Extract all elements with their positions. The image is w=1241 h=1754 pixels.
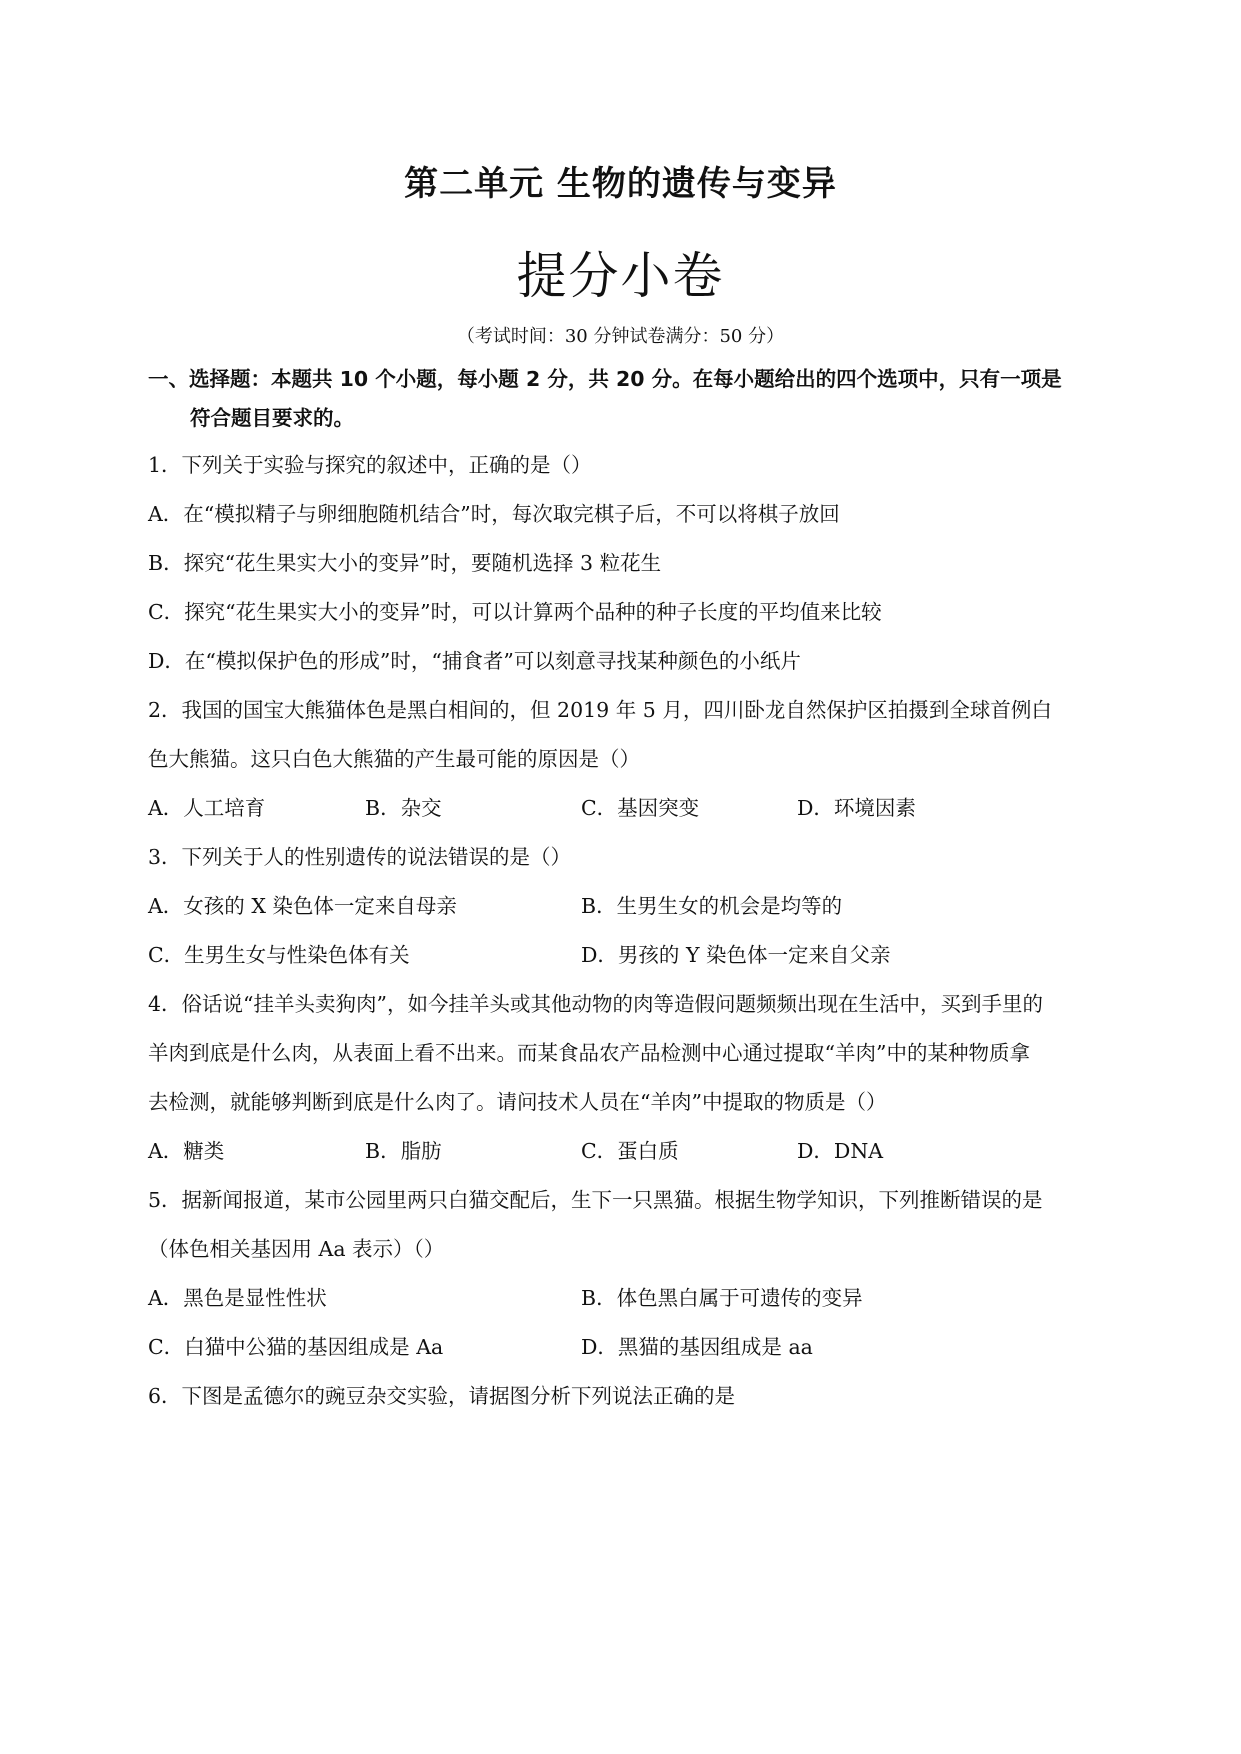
q4-stem-line2: 羊肉到底是什么肉，从表面上看不出来。而某食品农产品检测中心通过提取“羊肉”中的某种物质拿 xyxy=(148,1041,1030,1065)
q3-stem: 3．下列关于人的性别遗传的说法错误的是（） xyxy=(148,845,572,869)
section-heading-line2: 符合题目要求的。 xyxy=(190,406,354,430)
q5-option-a: A．黑色是显性性状 xyxy=(148,1286,327,1310)
q2-option-b: B．杂交 xyxy=(365,796,442,820)
q1-option-d: D．在“模拟保护色的形成”时，“捕食者”可以刻意寻找某种颜色的小纸片 xyxy=(148,649,801,673)
q5-option-b: B．体色黑白属于可遗传的变异 xyxy=(581,1286,863,1310)
q3-option-b: B．生男生女的机会是均等的 xyxy=(581,894,843,918)
q4-stem-line1: 4．俗话说“挂羊头卖狗肉”，如今挂羊头或其他动物的肉等造假问题频频出现在生活中，买到手里的 xyxy=(148,992,1044,1016)
q1-option-a: A．在“模拟精子与卵细胞随机结合”时，每次取完棋子后，不可以将棋子放回 xyxy=(148,502,840,526)
q4-option-d: D．DNA xyxy=(797,1139,884,1163)
section-heading-line1: 一、选择题：本题共 10 个小题，每小题 2 分，共 20 分。在每小题给出的四个选项中，只有一项是 xyxy=(148,367,1062,391)
q4-stem-line3: 去检测，就能够判断到底是什么肉了。请问技术人员在“羊肉”中提取的物质是（） xyxy=(148,1090,887,1114)
q1-option-c: C．探究“花生果实大小的变异”时，可以计算两个品种的种子长度的平均值来比较 xyxy=(148,600,882,624)
q5-stem-line2: （体色相关基因用 Aa 表示）（） xyxy=(148,1237,445,1261)
q5-option-d: D．黑猫的基因组成是 aa xyxy=(581,1335,813,1359)
q3-option-c: C．生男生女与性染色体有关 xyxy=(148,943,410,967)
q1-option-b: B．探究“花生果实大小的变异”时，要随机选择 3 粒花生 xyxy=(148,551,662,575)
section-heading xyxy=(148,360,1108,438)
q6-stem: 6．下图是孟德尔的豌豆杂交实验，请据图分析下列说法正确的是 xyxy=(148,1384,736,1408)
q4-option-b: B．脂肪 xyxy=(365,1139,442,1163)
q2-option-c: C．基因突变 xyxy=(581,796,700,820)
q2-option-a: A．人工培育 xyxy=(148,796,266,820)
q3-option-d: D．男孩的 Y 染色体一定来自父亲 xyxy=(581,943,891,967)
q5-stem-line1: 5．据新闻报道，某市公园里两只白猫交配后，生下一只黑猫。根据生物学知识，下列推断错误的是 xyxy=(148,1188,1043,1212)
q4-option-a: A．糖类 xyxy=(148,1139,225,1163)
main-title: 提分小卷 xyxy=(516,247,725,305)
q2-option-d: D．环境因素 xyxy=(797,796,916,820)
q2-stem-line2: 色大熊猫。这只白色大熊猫的产生最可能的原因是（） xyxy=(148,747,640,771)
exam-info: （考试时间：30 分钟试卷满分：50 分） xyxy=(456,326,785,347)
q1-stem: 1．下列关于实验与探究的叙述中，正确的是（） xyxy=(148,453,592,477)
q3-option-a: A．女孩的 X 染色体一定来自母亲 xyxy=(148,894,457,918)
unit-title: 第二单元 生物的遗传与变异 xyxy=(404,164,837,204)
q5-option-c: C．白猫中公猫的基因组成是 Aa xyxy=(148,1335,444,1359)
q4-option-c: C．蛋白质 xyxy=(581,1139,679,1163)
q2-stem-line1: 2．我国的国宝大熊猫体色是黑白相间的，但 2019 年 5 月，四川卧龙自然保护区拍摄到全球首例白 xyxy=(148,698,1052,722)
